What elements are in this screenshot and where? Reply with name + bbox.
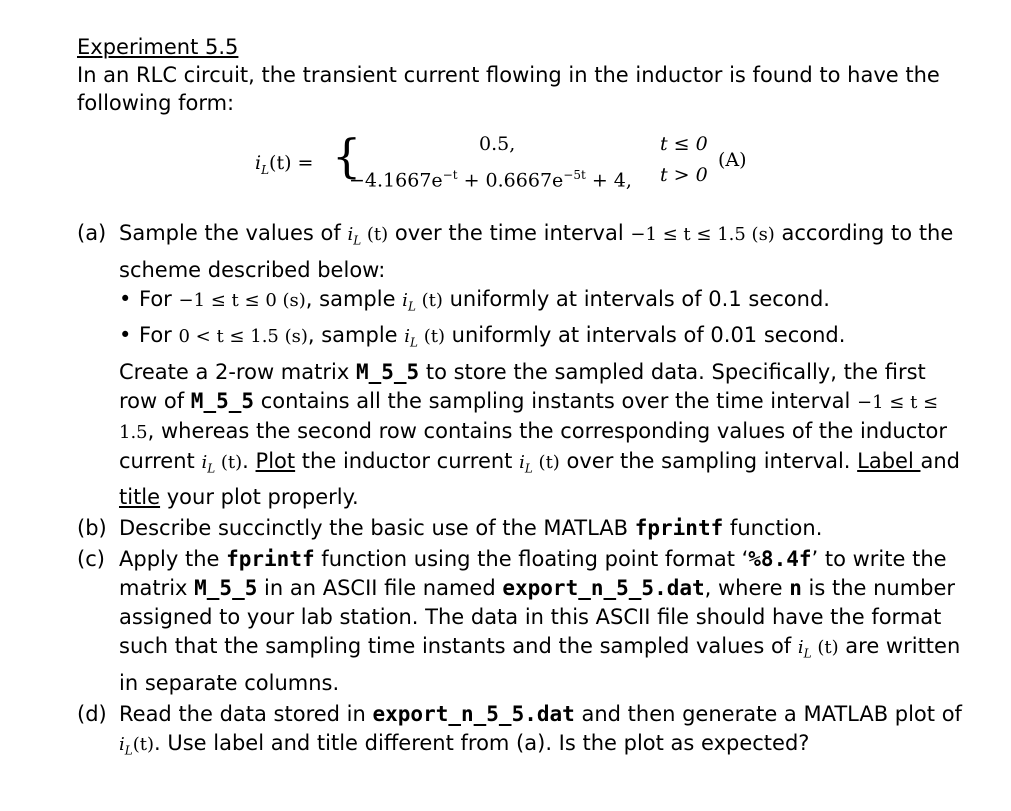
document-page: [77, 33, 962, 766]
question-c-label: (c): [77, 547, 105, 572]
question-a: [77, 219, 962, 512]
question-a-bullet-1: • For −1 ≤ t ≤ 0 (s), sample $i_L$ (t) uniformly at intervals of 0.1 second.: [119, 285, 962, 322]
question-a-body: Create a 2-row matrix M_5_5 to store the sampled data. Specifically, the first row of M_5_5 contains all the sampling instants over the time interval −1 ≤ t ≤ 1.5, whereas the second row contains the corresponding values of the inductor current $i_L$ (t). Plot the inductor current $i_L$ (t) over the sampling interval. Label and title your plot properly.: [119, 359, 960, 510]
equation-lhs: $i_L(t)$ =: [255, 152, 314, 177]
question-a-intro: Sample the values of $i_L$ (t) over the time interval −1 ≤ t ≤ 1.5 (s) according to the scheme described below:: [119, 221, 954, 282]
equation-brace: {: [332, 129, 362, 183]
question-b: (b) Describe succinctly the basic use of the MATLAB fprintf function.: [77, 514, 962, 543]
experiment-title: Experiment 5.5: [77, 35, 239, 59]
equation-case2-condition: t > 0: [660, 164, 708, 186]
question-c: (c) Apply the fprintf function using the floating point format ‘%8.4f’ to write the matrix M_5_5 in an ASCII file named export_n_5_5.dat, where n is the number assigned to your lab station. The data in this ASCII file should have the format such that the sampling time instants and the sampled values of $i_L$ (t) are written in separate columns.: [77, 547, 961, 695]
question-d: (d) Read the data stored in export_n_5_5.dat and then generate a MATLAB plot of $i_L(t)$. Use label and title different from (a). Is the plot as expected?: [77, 701, 962, 758]
equation-tag: (A): [718, 149, 747, 171]
equation-block: [77, 121, 962, 209]
equation-case2-value: $-4.1667e^{-t} + 0.6667e^{-5t} + 4$,: [349, 168, 632, 192]
question-d-label: (d): [77, 701, 107, 726]
intro-text: In an RLC circuit, the transient current flowing in the inductor is found to have the following form:: [77, 63, 940, 115]
equation-case1-condition: t ≤ 0: [660, 133, 708, 155]
question-a-label: (a): [77, 221, 107, 245]
question-a-bullet-2: • For 0 < t ≤ 1.5 (s), sample $i_L$ (t) uniformly at intervals of 0.01 second.: [119, 321, 962, 358]
question-b-label: (b): [77, 516, 107, 541]
equation-case1-value: 0.5,: [479, 133, 516, 155]
